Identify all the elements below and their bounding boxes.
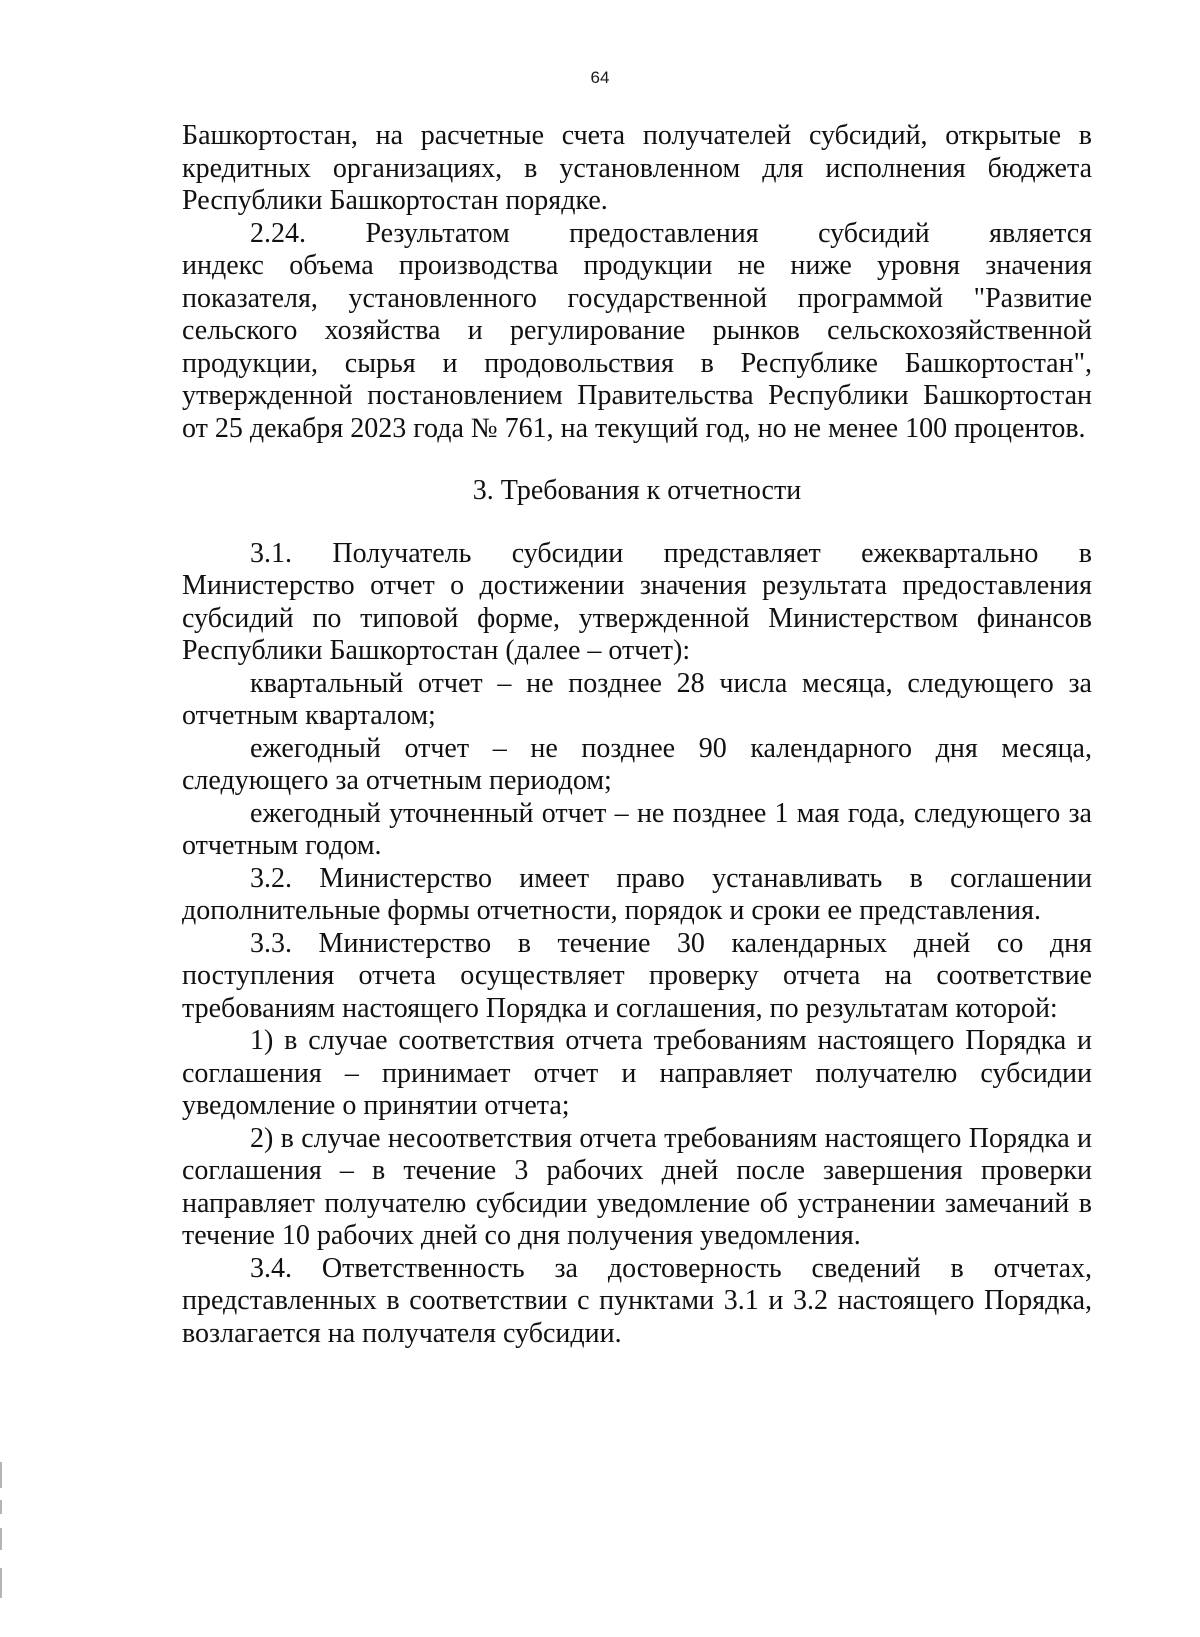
scan-edge-mark — [0, 1500, 2, 1514]
section-3-heading: 3. Требования к отчетности — [472, 475, 802, 506]
document-body — [182, 120, 1092, 1350]
report-quarterly-item: квартальный отчет – не позднее 28 числа месяца, следующего за отчетным кварталом; — [182, 667, 1092, 731]
paragraph-2-24-first-line: 2.24. Результатом предоставления субсидий является — [250, 217, 1092, 249]
page-number: 64 — [590, 68, 610, 87]
paragraph-3-4: 3.4. Ответственность за достоверность сведений в отчетах, представленных в соответствии с пунктами 3.1 и 3.2 настоящего Порядка, возлагается на получателя субсидии. — [182, 1252, 1092, 1349]
report-annual-item: ежегодный отчет – не позднее 90 календарного дня месяца, следующего за отчетным периодом; — [182, 732, 1092, 796]
scan-edge-mark — [0, 1462, 2, 1488]
paragraph-3-3-item-1: 1) в случае соответствия отчета требованиям настоящего Порядка и соглашения – принимает отчет и направляет получателю субсидии уведомление о принятии отчета; — [182, 1025, 1092, 1121]
paragraph-3-1: 3.1. Получатель субсидии представляет ежеквартально в Министерство отчет о достижении значения результата предоставления субсидий по типовой форме, утвержденной Министерством финансов Республики Башкортостан (далее – отчет): — [182, 537, 1092, 666]
paragraph-3-3: 3.3. Министерство в течение 30 календарных дней со дня поступления отчета осуществляет проверку отчета на соответствие требованиям настоящего Порядка и соглашения, по результатам которой: — [182, 927, 1092, 1024]
paragraph-2-24-body: индекс объема производства продукции не ниже уровня значения показателя, установленного государственной программой "Развитие сельского хозяйства и регулирование рынков сельскохозяйственной продукции, сырья и продовольствия в Республике Башкортостан", утвержденной постановлением Правительства Республики Башкортостан от 25 декабря 2023 года № 761, на текущий год, но не менее 100 процентов. — [182, 250, 1092, 444]
continuation-paragraph: Башкортостан, на расчетные счета получателей субсидий, открытые в кредитных организациях, в установленном для исполнения бюджета Республики Башкортостан порядке. — [182, 120, 1092, 216]
scan-edge-mark — [0, 1528, 2, 1550]
paragraph-3-2: 3.2. Министерство имеет право устанавливать в соглашении дополнительные формы отчетности, порядок и сроки ее представления. — [182, 862, 1092, 926]
paragraph-3-3-item-2: 2) в случае несоответствия отчета требованиям настоящего Порядка и соглашения – в течение 3 рабочих дней после завершения проверки направляет получателю субсидии уведомление об устранении замечаний в течение 10 рабочих дней со дня получения уведомления. — [182, 1122, 1092, 1251]
report-annual-refined-item: ежегодный уточненный отчет – не позднее 1 мая года, следующего за отчетным годом. — [182, 797, 1092, 861]
scan-edge-mark — [0, 1568, 2, 1598]
